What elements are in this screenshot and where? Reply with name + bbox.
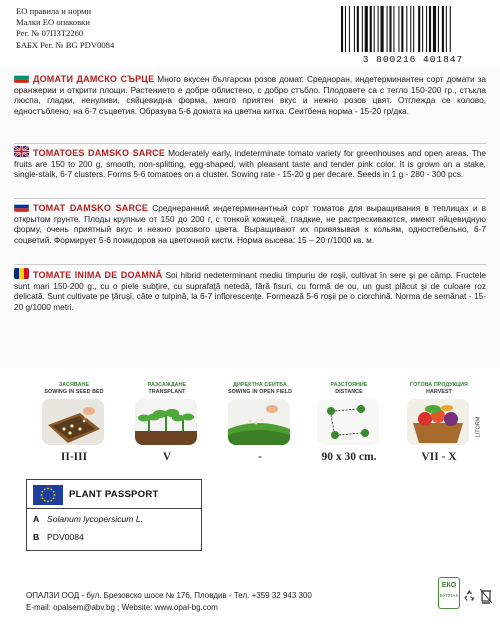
description-title: ТОМАТ DAMSKO SARCE — [33, 203, 149, 213]
field-sowing-icon — [228, 399, 290, 445]
step-sublabel: SOWING IN SEED BED — [44, 388, 104, 395]
eco-logo-subtext: БУЛПАК — [439, 594, 459, 599]
step-label: РАЗСТОЯНИЕ — [330, 382, 368, 388]
step-value: VII - X — [421, 451, 457, 463]
step-direct-sowing — [224, 382, 296, 463]
bulgaria-flag-icon — [14, 72, 29, 83]
step-value: 90 x 30 cm. — [321, 451, 377, 463]
description-title: TOMATOES DAMSKO SARCE — [33, 148, 166, 158]
step-distance — [313, 382, 385, 463]
litorm-text: LITORM — [475, 416, 482, 438]
step-sublabel: DISTANCE — [335, 388, 363, 395]
header-line: Рег. № 07ПЗТ2260 — [16, 28, 84, 39]
step-sublabel: SOWING IN OPEN FIELD — [227, 388, 293, 395]
description-text: Soi hibrid nedeterminant mediu timpuriu de roşii, cultivat în sere şi pe câmp. Fructele sunt mari 150-200 g., cu o piele subţire, cu suprafaţă netedă, fără fisuri, cu formă de ou, un gust plăcut şi de culoare roz delicată. Sunt cultivate pe ţăruşi, câte o tulpină, la 6-7 inflorescenţe. Formează 5-6 roşii pe o ciorchină. Norma de semănat - 15-20 g/1000 metri. — [14, 270, 486, 312]
description-romanian — [14, 268, 486, 312]
plant-passport — [26, 479, 202, 551]
row-letter: A — [33, 514, 40, 524]
registration-code: PDV0084 — [47, 532, 84, 542]
romania-flag-icon — [14, 268, 29, 279]
seed-tray-icon — [42, 399, 104, 445]
plant-distance-icon — [317, 399, 379, 445]
step-transplant — [131, 382, 203, 463]
description-title: ДОМАТИ ДАМСКО СЪРЦЕ — [33, 74, 155, 84]
step-label: РАЗСАЖДАНЕ — [147, 382, 187, 388]
step-sublabel: HARVEST — [426, 388, 452, 395]
eco-bulpak-logo — [438, 577, 460, 609]
passport-row-a — [33, 514, 143, 524]
step-harvest — [403, 382, 475, 463]
divider — [14, 143, 486, 144]
description-title: TOMATE INIMA DE DOAMNĂ — [33, 270, 163, 280]
botanical-name: Solanum lycopersicum L. — [47, 514, 144, 524]
company-footer — [26, 590, 312, 614]
plant-passport-title: PLANT PASSPORT — [69, 489, 159, 500]
divider — [14, 198, 486, 199]
step-label: ЗАСЯВАНЕ — [58, 382, 90, 388]
description-russian — [14, 201, 486, 245]
growing-guide — [38, 382, 478, 472]
step-sowing-seedbed — [38, 382, 110, 463]
barcode-bars — [337, 6, 489, 52]
litorm-mark — [475, 410, 494, 450]
header-line: БАБХ Рег. № BG PDV0084 — [16, 39, 115, 50]
company-contacts: E-mail: opalsem@abv.bg ; Website: www.opal-bg.com — [26, 603, 218, 612]
seedlings-icon — [135, 399, 197, 445]
description-text: Moderately early, indeterminate tomato variety for greenhouses and open areas. The fruits are 150 to 200 g, smooth, non-splitting, egg-shaped, with pleasant taste and tender pink color. It is grown on a stake, single-stalk, 6-7 clusters. Forms 5-6 tomatoes on a cluster. Sowing rate - 15-20 g per decare. Seeds in 1 g - 280 - 300 pcs. — [14, 148, 486, 180]
step-value: V — [162, 451, 172, 463]
row-letter: B — [33, 532, 40, 542]
passport-row-b — [33, 532, 84, 542]
description-english — [14, 146, 486, 180]
description-bulgarian — [14, 72, 486, 116]
step-label: ДИРЕКТНА СЕИТБА — [233, 382, 287, 388]
barcode-number: 3 800216 401847 — [362, 54, 464, 65]
uk-flag-icon — [14, 146, 29, 157]
step-value: II-III — [60, 451, 88, 463]
company-address: ОПАЛЗИ ООД - бул. Брезовско шосе № 176, Пловдив - Тел. +359 32 943 300 — [26, 591, 312, 600]
recycle-icon — [463, 589, 476, 602]
step-sublabel: TRANSPLANT — [148, 388, 186, 395]
harvest-basket-icon — [407, 399, 469, 445]
trash-bin-icon — [480, 588, 492, 604]
russia-flag-icon — [14, 201, 29, 212]
step-label: ГОТОВА ПРОДУКЦИЯ — [410, 382, 468, 388]
eco-logo-text: ЕКО — [441, 582, 457, 589]
header-line: Малки ЕО опаковки — [16, 17, 90, 28]
step-value: - — [258, 451, 262, 463]
eu-flag-icon — [33, 485, 63, 505]
header-line: ЕО правила и норми — [16, 6, 92, 16]
description-text: Среднеранний индетерминантный сорт томатов для выращивания в теплицах и в открытом грунте. Плоды крупные от 150 до 200 г, с тонкой кожицей, гладкие, не растрескиваются, имеют яйцевидную форму, очень приятный вкус и нежно розового цвета. Выращивают их привязывая к кольям, одностебельно, 6-7 соцветий. Формирует 5-6 помидоров на цветочной кисти. Норма высева: 15 – 20 г/1000 кв. м. — [14, 203, 486, 245]
divider — [27, 508, 201, 509]
barcode — [337, 4, 489, 68]
divider — [14, 264, 486, 265]
regulatory-header — [16, 6, 114, 51]
description-text: Много вкусен български розов домат. Средноран, индетерминантен сорт домати за оранжерии и открити площи. Растението е добре облистено, с добро стъбло. Плодовете са с тегло 150-200 гр., стъкла люспа, гладки, ненуливи, сяйцевидна форма, много приятен вкус и нежно розов цвят. Отглежда се колово, едностъблено, на 6-7 съцветия. Образува 5-6 домата на цветна китка. Сеитбена норма - 15-20 гр/дка. — [14, 74, 487, 116]
